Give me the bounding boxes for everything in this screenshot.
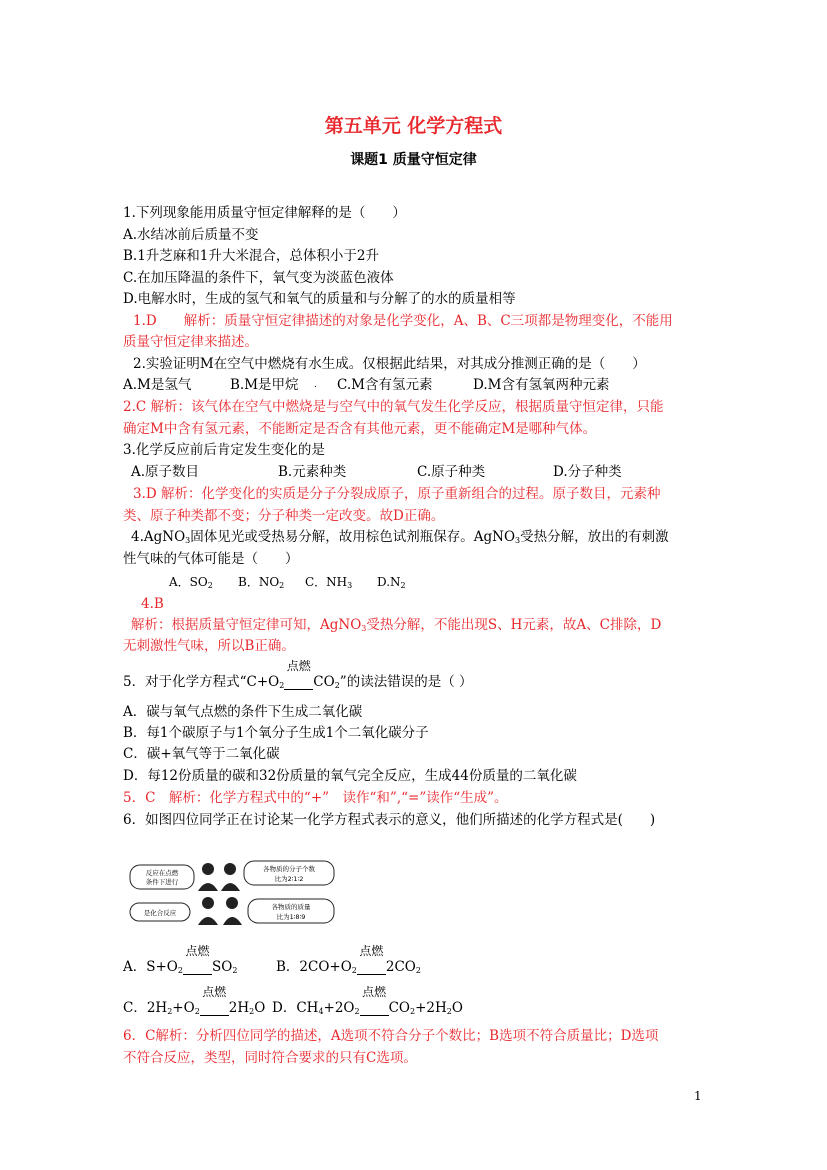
q2-option-b: B.M是甲烷 xyxy=(230,377,299,393)
q5-option-b: B．每1个碳原子与1个氧分子生成1个二氧化碳分子 xyxy=(123,725,429,741)
fig-bubble1-line1: 反应在点燃 xyxy=(145,869,179,877)
q5-condition-arrow: 点燃 xyxy=(284,673,313,691)
discussion-figure xyxy=(126,857,340,927)
q4-option-d: $D.N_2$ xyxy=(377,575,406,590)
q4-option-a: A．$SO_2$ xyxy=(169,575,213,590)
q2-option-a: A.M是氢气 xyxy=(123,377,192,393)
q1-stem: 1.下列现象能用质量守恒定律解释的是（ ） xyxy=(123,205,406,221)
q5-answer: 5．C 解析：化学方程式中的“+” 读作“和”,“=”读作“生成”。 xyxy=(123,790,508,806)
q4-option-c: C．$NH_3$ xyxy=(305,575,353,590)
q4-answer-line2: 无刺激性气味，所以B正确。 xyxy=(123,638,295,654)
fig-bubble4-line2: 比为1∶8∶9 xyxy=(276,913,306,921)
q6-answer-line2: 不符合反应，类型，同时符合要求的只有C选项。 xyxy=(123,1050,417,1066)
q5-option-c: C．碳+氧气等于二氧化碳 xyxy=(123,746,280,762)
q6-option-a: A．$S+O_2$ 点燃 $SO_2$ xyxy=(123,944,238,975)
q6-c-condition: 点燃 xyxy=(200,999,229,1017)
q5-option-a: A．碳与氧气点燃的条件下生成二氧化碳 xyxy=(123,704,363,720)
q5-option-d: D．每12份质量的碳和32份质量的氧气完全反应，生成44份质量的二氧化碳 xyxy=(123,768,577,784)
q6-option-c: C．$2H_2+O_2$ 点燃 $2H_2O$ xyxy=(123,985,266,1016)
fig-bubble2-line1: 各物质的分子个数 xyxy=(263,865,315,873)
fig-bubble3: 是化合反应 xyxy=(143,909,177,917)
page-number: 1 xyxy=(694,1089,702,1103)
q2-answer-line1: 2.C 解析：该气体在空气中燃烧是与空气中的氧气发生化学反应，根据质量守恒定律，只能 xyxy=(123,399,664,415)
q2-option-c: C.M含有氢元素 xyxy=(337,377,433,393)
q2-answer-line2: 确定M中含有氢元素，不能断定是否含有其他元素，更不能确定M是哪种气体。 xyxy=(123,421,597,437)
q3-option-c: C.原子种类 xyxy=(417,464,486,480)
q1-option-c: C.在加压降温的条件下，氧气变为淡蓝色液体 xyxy=(123,270,394,286)
q3-stem: 3.化学反应前后肯定发生变化的是 xyxy=(123,442,325,458)
q3-answer-line1: 3.D 解析：化学变化的实质是分子分裂成原子，原子重新组合的过程。原子数目，元素种 xyxy=(133,486,661,502)
q1-option-a: A.水结冰前后质量不变 xyxy=(123,227,259,243)
q4-option-b: B．$NO_2$ xyxy=(238,575,285,590)
q4-answer-head: 4.B xyxy=(141,596,164,612)
page-title: 第五单元 化学方程式 xyxy=(324,115,503,137)
q4-answer-line1: 解析：根据质量守恒定律可知，AgNO$_3$受热分解，不能出现S、H元素，故A、C排除，D xyxy=(131,617,662,633)
q5-stem: 5．对于化学方程式“$C+O_2$ 点燃 $CO_2$”的读法错误的是（ ） xyxy=(123,659,473,690)
q4-stem-line2: 性气味的气体可能是（ ） xyxy=(123,551,299,567)
fig-bubble4-line1: 各物质的质量 xyxy=(271,903,311,911)
q6-stem: 6．如图四位同学正在讨论某一化学方程式表示的意义，他们所描述的化学方程式是( ) xyxy=(123,812,656,828)
q6-a-condition: 点燃 xyxy=(183,958,212,976)
q3-option-b: B.元素种类 xyxy=(278,464,347,480)
q3-option-a: A.原子数目 xyxy=(131,464,200,480)
fig-bubble2-line2: 比为2∶1∶2 xyxy=(274,875,304,883)
q4-stem-line1: 4.AgNO$_3$固体见光或受热易分解，故用棕色试剂瓶保存。AgNO$_3$受热分解，放出的有刺激 xyxy=(131,529,669,545)
q2-stray-dot: . xyxy=(314,380,317,390)
q3-option-d: D.分子种类 xyxy=(553,464,622,480)
q1-option-d: D.电解水时，生成的氢气和氧气的质量和与分解了的水的质量相等 xyxy=(123,291,516,307)
fig-bubble1-line2: 条件下进行 xyxy=(145,878,179,886)
q6-option-d: D．$CH_4+2O_2$ 点燃 $CO_2+2H_2O$ xyxy=(272,985,463,1016)
q1-option-b: B.1升芝麻和1升大米混合，总体积小于2升 xyxy=(123,248,379,264)
page-subtitle: 课题1 质量守恒定律 xyxy=(350,152,477,168)
q6-option-b: B．$2CO+O_2$ 点燃 $2CO_2$ xyxy=(276,944,421,975)
q1-answer-line1: 1.D 解析：质量守恒定律描述的对象是化学变化，A、B、C三项都是物理变化，不能用 xyxy=(133,313,673,329)
q6-answer-line1: 6．C解析：分析四位同学的描述，A选项不符合分子个数比；B选项不符合质量比；D选项 xyxy=(123,1028,659,1044)
q3-answer-line2: 类、原子种类都不变；分子种类一定改变。故D正确。 xyxy=(123,508,445,524)
q6-b-condition: 点燃 xyxy=(357,958,386,976)
q2-option-d: D.M含有氢氧两种元素 xyxy=(473,377,610,393)
q1-answer-line2: 质量守恒定律来描述。 xyxy=(123,334,258,350)
q6-d-condition: 点燃 xyxy=(360,999,389,1017)
q2-stem: 2.实验证明M在空气中燃烧有水生成。仅根据此结果，对其成分推测正确的是（ ） xyxy=(133,356,646,372)
